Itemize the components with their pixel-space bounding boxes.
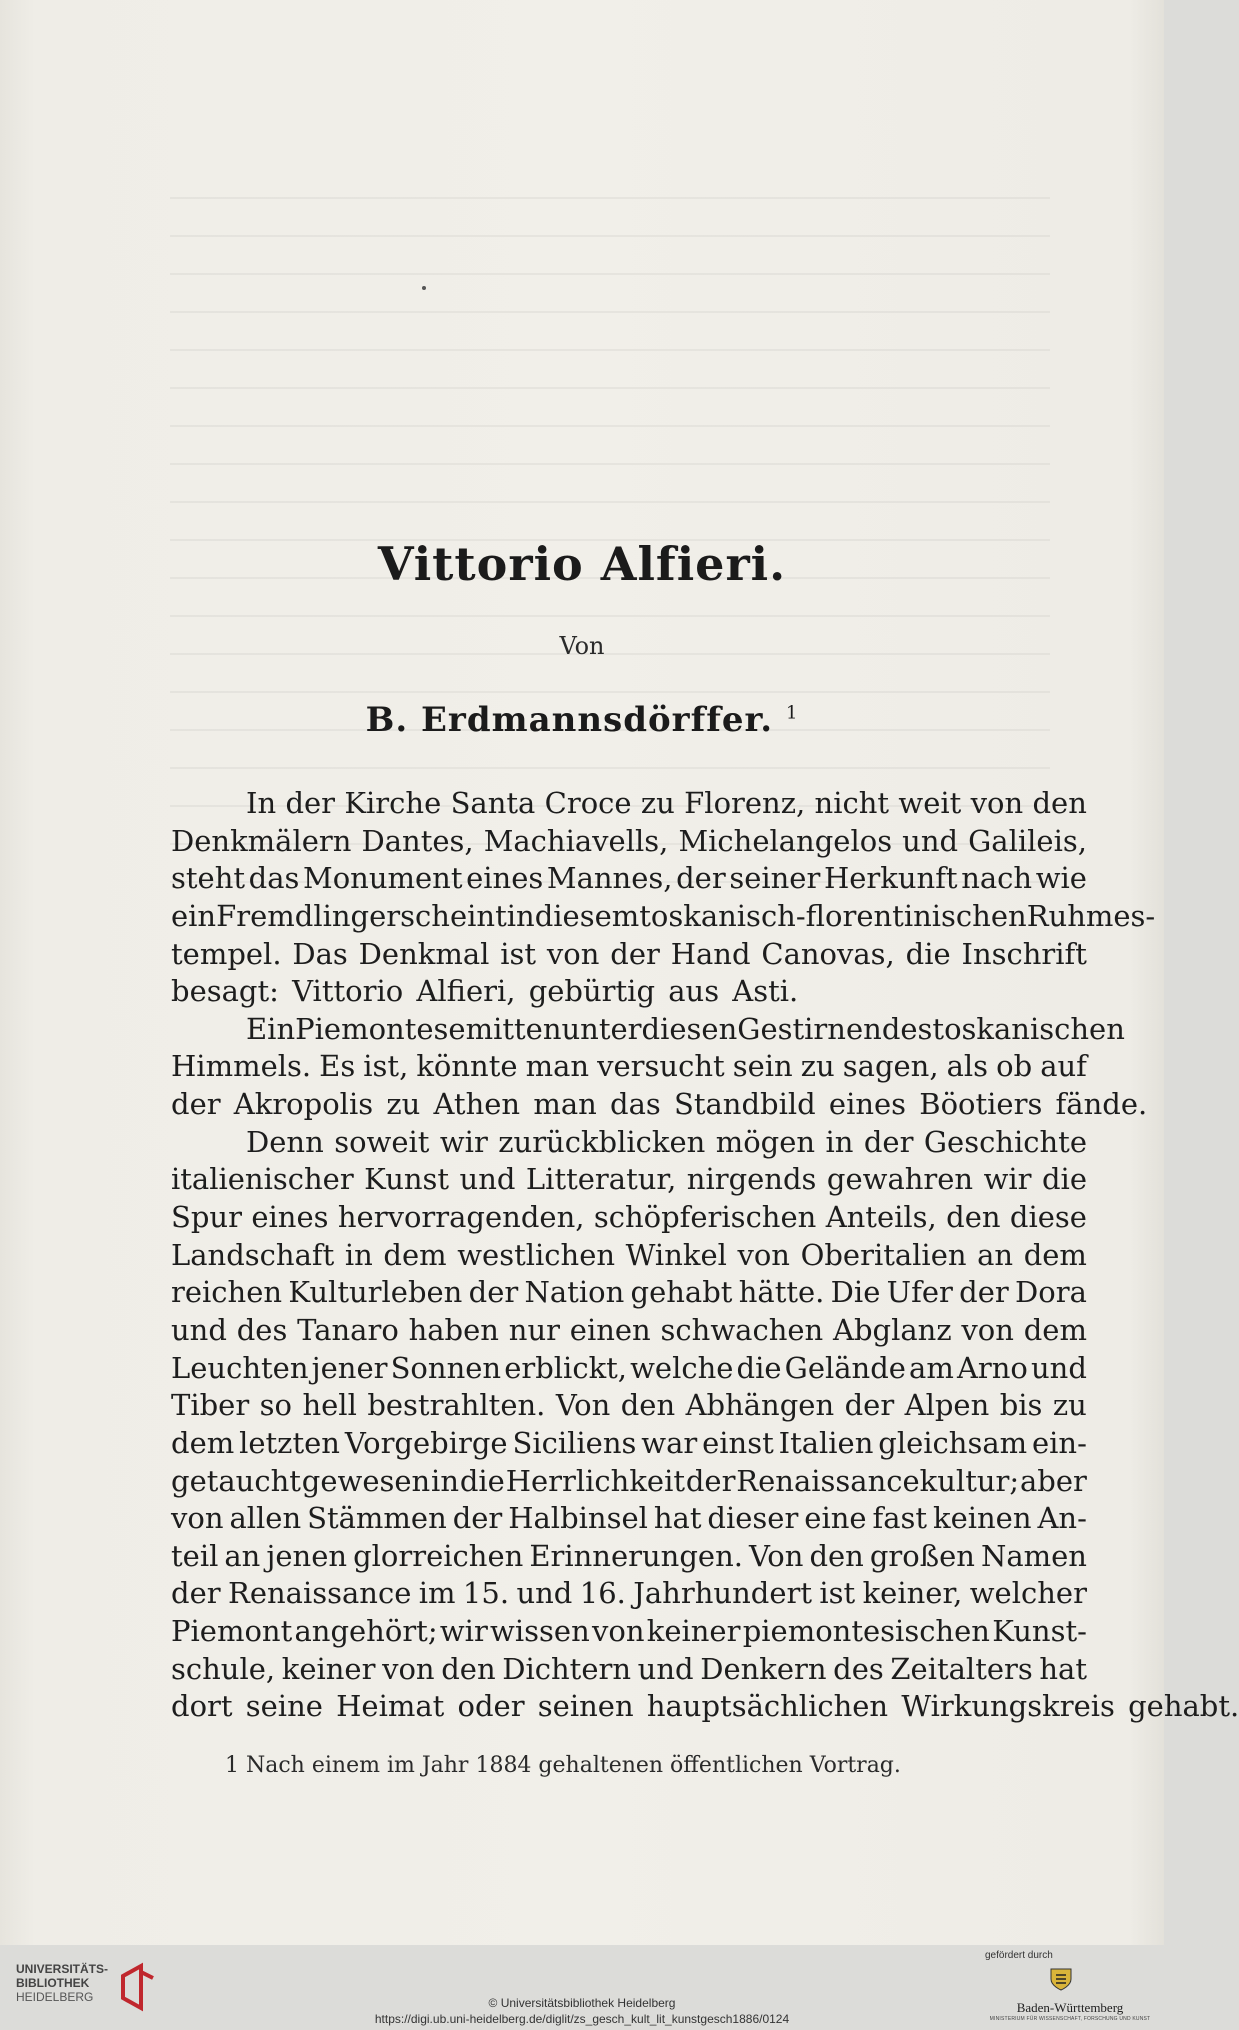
library-line-3: HEIDELBERG [16, 1990, 94, 2004]
byline-von: Von [559, 632, 605, 660]
state-name: Baden-Württemberg [1016, 2000, 1124, 2015]
permalink[interactable]: https://digi.ub.uni-heidelberg.de/diglit/zs_gesch_kult_lit_kunstgesch1886/0124 [374, 2012, 790, 2026]
text-line: tempel. Das Denkmal ist von der Hand Canovas, die Inschrift [171, 936, 1087, 971]
text-line: besagt: Vittorio Alfieri, gebürtig aus Asti. [171, 974, 799, 1009]
text-line: steht das Monument eines Mannes, der seiner Herkunft nach wie [171, 861, 1087, 896]
author-text: B. Erdmannsdörffer. [365, 700, 774, 740]
text-line: teil an jenen glorreichen Erinnerungen. Von den großen Namen [171, 1538, 1087, 1573]
text-line: Denn soweit wir zurückblicken mögen in der Geschichte [246, 1124, 1087, 1159]
text-line: und des Tanaro haben nur einen schwachen Abglanz von dem [171, 1312, 1087, 1347]
text-line: Spur eines hervorragenden, schöpferischen Anteils, den diese [171, 1200, 1087, 1235]
text-line: reichen Kulturleben der Nation gehabt hätte. Die Ufer der Dora [171, 1275, 1087, 1310]
text-line: ein Fremdling erscheint in diesem toskanisch-florentinischen Ruhmes- [171, 898, 1156, 933]
footnote: 1 Nach einem im Jahr 1884 gehaltenen öffentlichen Vortrag. [225, 1753, 901, 1778]
text-line: Leuchten jener Sonnen erblickt, welche die Gelände am Arno und [171, 1350, 1087, 1385]
body-text [171, 785, 1239, 1726]
library-line-1: UNIVERSITÄTS- [16, 1962, 109, 1976]
text-line: getaucht gewesen in die Herrlichkeit der Renaissancekultur; aber [171, 1463, 1087, 1498]
footnote-mark: 1 [785, 702, 799, 724]
article-title: Vittorio Alfieri. [377, 537, 787, 591]
text-line: Himmels. Es ist, könnte man versucht sein zu sagen, als ob auf [171, 1049, 1087, 1084]
text-line: Tiber so hell bestrahlten. Von den Abhängen der Alpen bis zu [171, 1388, 1087, 1423]
coat-of-arms-icon [1048, 1966, 1074, 1992]
text-line: von allen Stämmen der Halbinsel hat dieser eine fast keinen An- [171, 1501, 1087, 1536]
ink-speck [422, 286, 426, 290]
funded-by-label: gefördert durch [985, 1950, 1053, 1961]
text-line: der Renaissance im 15. und 16. Jahrhundert ist keiner, welcher [171, 1576, 1087, 1611]
text-line: dem letzten Vorgebirge Siciliens war einst Italien gleichsam ein- [171, 1425, 1087, 1460]
text-line: der Akropolis zu Athen man das Standbild eines Böotiers fände. [171, 1087, 1148, 1122]
copyright-text: © Universitätsbibliothek Heidelberg [488, 1996, 676, 2010]
text-line: italienischer Kunst und Litteratur, nirgends gewahren wir die [171, 1162, 1087, 1197]
library-line-2: BIBLIOTHEK [16, 1976, 90, 1990]
text-line: Landschaft in dem westlichen Winkel von Oberitalien an dem [171, 1237, 1087, 1272]
text-line: Ein Piemontese mitten unter diesen Gestirnen des toskanischen [246, 1011, 1125, 1046]
text-line: dort seine Heimat oder seinen hauptsächlichen Wirkungskreis gehabt. [171, 1689, 1239, 1724]
text-line: schule, keiner von den Dichtern und Denkern des Zeitalters hat [171, 1651, 1087, 1686]
author-name [0, 700, 1164, 740]
text-line: Denkmälern Dantes, Machiavells, Michelangelos und Galileis, [171, 823, 1087, 858]
text-line: Piemont angehört; wir wissen von keiner piemontesischen Kunst- [171, 1614, 1087, 1649]
text-line: In der Kirche Santa Croce zu Florenz, nicht weit von den [246, 786, 1087, 820]
ministry-name: MINISTERIUM FÜR WISSENSCHAFT, FORSCHUNG UND KUNST [989, 2016, 1151, 2022]
